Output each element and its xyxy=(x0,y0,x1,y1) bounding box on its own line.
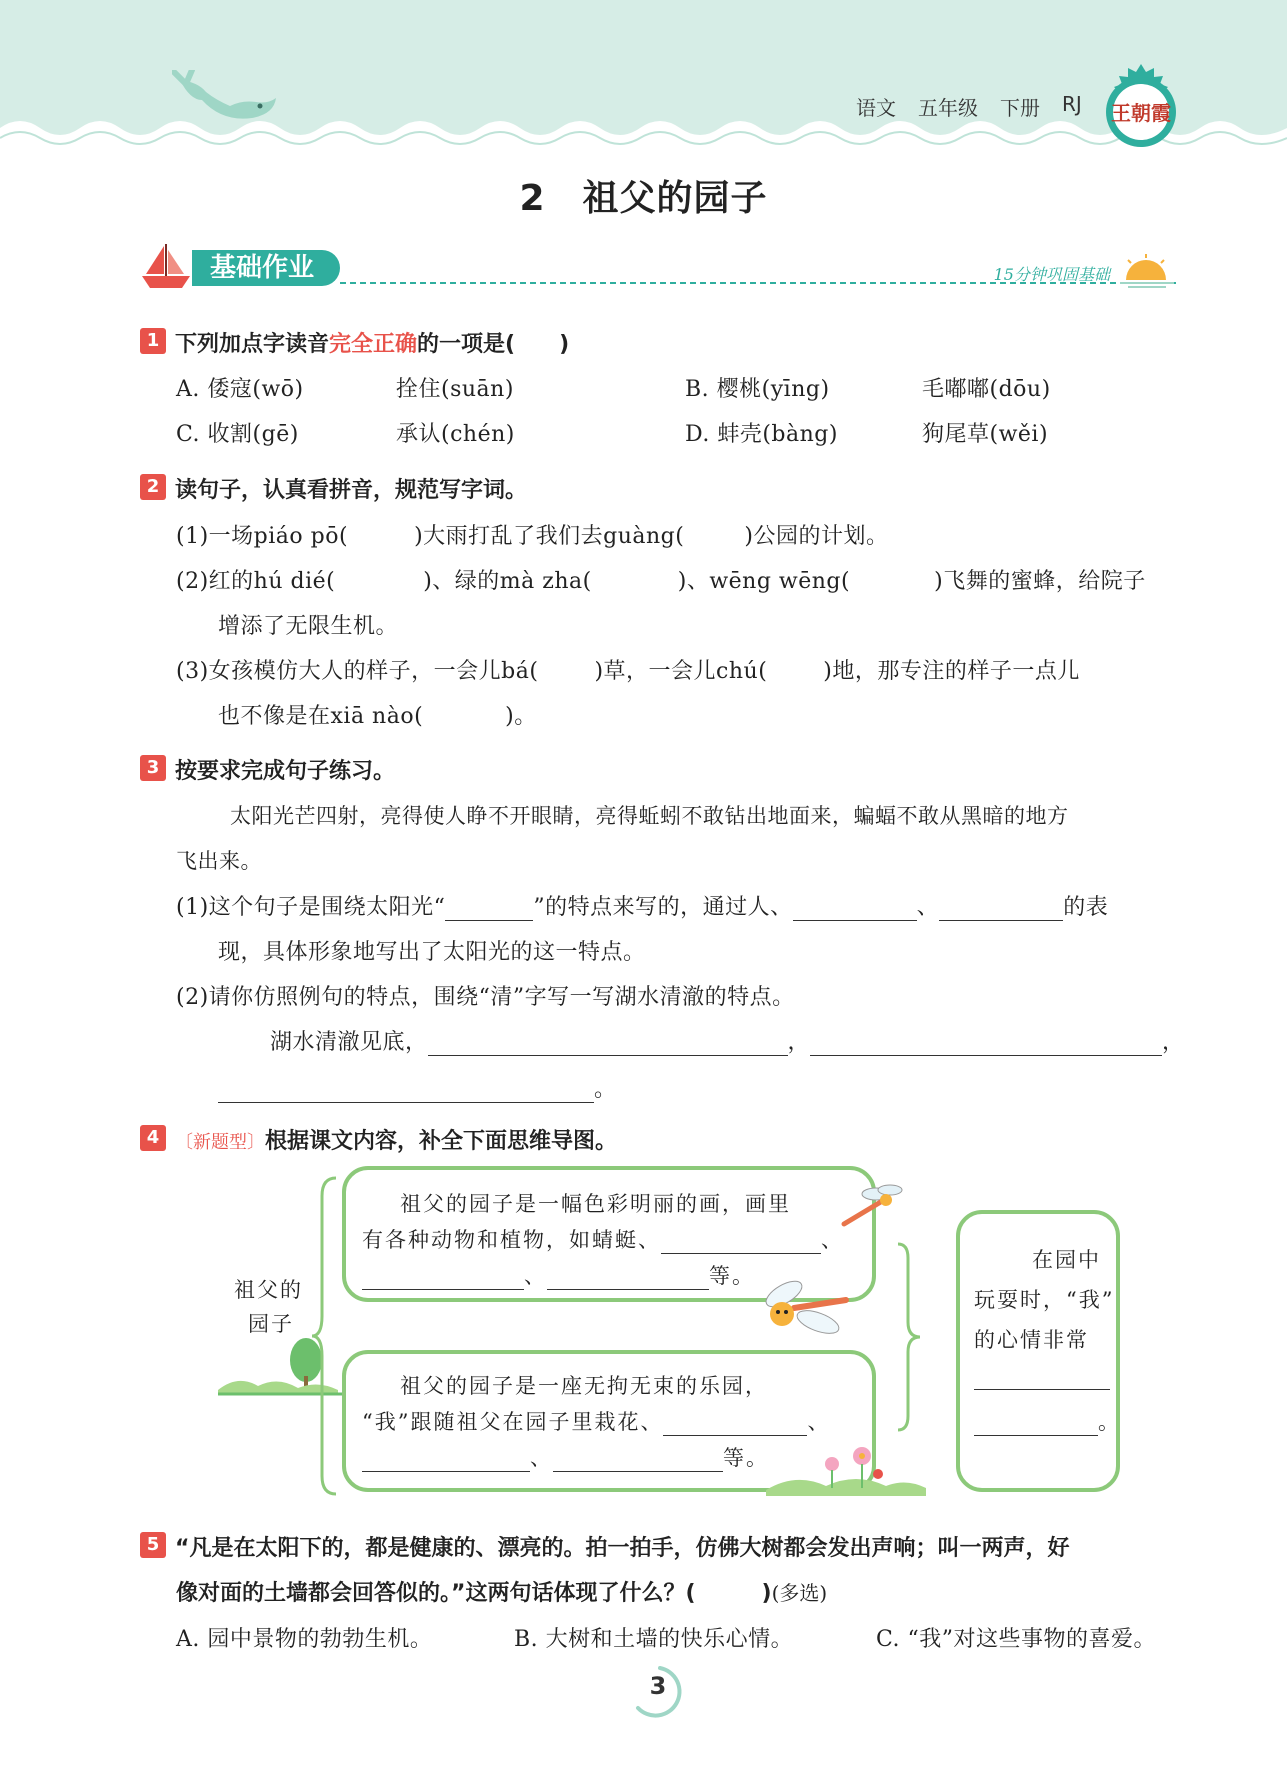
mindmap-root-line-2: 园子 xyxy=(248,1312,294,1336)
dragonfly-icon xyxy=(754,1274,854,1348)
answer-blank[interactable] xyxy=(553,1450,723,1472)
answer-blank[interactable] xyxy=(362,1268,524,1290)
brand-logo xyxy=(1102,62,1180,152)
q3-example-sentence-cont: 飞出来。 xyxy=(176,849,262,873)
answer-blank[interactable] xyxy=(661,1232,821,1254)
section-header xyxy=(140,244,1176,292)
brand-text: 王朝霞 xyxy=(1111,101,1171,125)
page-title: 2 祖父的园子 xyxy=(519,178,768,219)
q1-option-b-word-1[interactable]: B. 樱桃(yīng) xyxy=(685,377,830,402)
q1-prompt-part-b: 的一项是( ) xyxy=(417,332,570,357)
q1-prompt-emphasis: 完全正确 xyxy=(329,332,418,357)
q1-option-d-word-2[interactable]: 狗尾草(wěi) xyxy=(922,422,1049,447)
left-brace xyxy=(310,1176,340,1496)
question-2-prompt: 读句子，认真看拼音，规范写字词。 xyxy=(175,478,528,503)
answer-blank[interactable] xyxy=(974,1414,1098,1436)
page-number: 3 xyxy=(649,1672,667,1700)
q3-task-2: (2)请你仿照例句的特点，围绕“清”字写一写湖水清澈的特点。 xyxy=(176,985,795,1010)
header-meta xyxy=(856,92,1082,121)
q2-sentence-2: (2)红的hú dié( )、绿的mà zha( )、wēng wēng( )飞舞的蜜蜂，给院子 xyxy=(176,569,1146,594)
q2-sentence-3-cont: 也不像是在xiā nào( )。 xyxy=(218,704,537,729)
answer-blank[interactable] xyxy=(663,1414,807,1436)
question-number-5: 5 xyxy=(140,1532,166,1558)
q2-sentence-2-cont: 增添了无限生机。 xyxy=(218,614,399,639)
q1-option-b-word-2[interactable]: 毛嘟嘟(dōu) xyxy=(922,377,1051,402)
q1-option-c-word-1[interactable]: C. 收割(gē) xyxy=(176,422,299,447)
question-3-prompt: 按要求完成句子练习。 xyxy=(175,759,396,784)
mind-map xyxy=(210,1166,1140,1510)
answer-blank[interactable] xyxy=(445,899,533,921)
answer-blank[interactable] xyxy=(362,1450,530,1472)
multi-select-note: (多选) xyxy=(771,1581,828,1605)
q1-option-a-word-2[interactable]: 拴住(suān) xyxy=(396,377,514,402)
answer-blank[interactable] xyxy=(810,1034,1162,1056)
box1-line-2: 有各种动物和植物，如蜻蜓、 、 xyxy=(362,1228,844,1252)
q3-task-2-answer-cont: 。 xyxy=(218,1072,617,1103)
section-label: 基础作业 xyxy=(192,250,340,286)
q2-sentence-1: (1)一场piáo pō( )大雨打乱了我们去guàng( )公园的计划。 xyxy=(176,524,889,549)
right-box-line-3: 的心情非常 xyxy=(974,1328,1089,1352)
whale-icon xyxy=(172,70,282,130)
answer-blank[interactable] xyxy=(974,1368,1110,1390)
grade-label: 五年级 xyxy=(918,96,978,120)
dragonfly-icon xyxy=(836,1176,906,1236)
right-box-line-1: 在园中 xyxy=(1032,1248,1101,1272)
box1-line-1: 祖父的园子是一幅色彩明丽的画，画里 xyxy=(400,1192,791,1216)
q3-task-2-answer: 湖水清澈见底， ， ， xyxy=(270,1030,1185,1055)
q3-task-1-cont: 现，具体形象地写出了太阳光的这一特点。 xyxy=(218,940,646,965)
right-box-line-4 xyxy=(974,1366,1110,1390)
volume-label: 下册 xyxy=(1000,96,1040,120)
answer-blank[interactable] xyxy=(218,1081,594,1103)
question-5-prompt-line-1: “凡是在太阳下的，都是健康的、漂亮的。拍一拍手，仿佛大树都会发出声响；叫一两声，好 xyxy=(175,1536,1070,1561)
right-box-line-5: 。 xyxy=(974,1406,1121,1436)
new-question-type-tag: 〔新题型〕 xyxy=(175,1132,265,1153)
q1-option-d-word-1[interactable]: D. 蚌壳(bàng) xyxy=(685,422,838,447)
box2-line-3: 、 等。 xyxy=(362,1442,769,1472)
subject-label: 语文 xyxy=(856,96,896,120)
q3-task-1: (1)这个句子是围绕太阳光“ ”的特点来写的，通过人、 、 的表 xyxy=(176,895,1109,920)
q1-option-c-word-2[interactable]: 承认(chén) xyxy=(396,422,515,447)
q1-prompt-part-a: 下列加点字读音 xyxy=(175,332,330,357)
question-number-1: 1 xyxy=(140,328,166,354)
sun-icon xyxy=(1118,252,1176,288)
question-number-4: 4 xyxy=(140,1125,166,1151)
answer-blank[interactable] xyxy=(428,1034,788,1056)
q5-option-b[interactable]: B. 大树和土墙的快乐心情。 xyxy=(514,1627,794,1652)
right-brace xyxy=(896,1242,922,1432)
box1-line-3: 、 等。 xyxy=(362,1260,755,1290)
question-number-2: 2 xyxy=(140,474,166,500)
edition-label: RJ xyxy=(1062,92,1082,116)
q3-example-sentence: 太阳光芒四射，亮得使人睁不开眼睛，亮得蚯蚓不敢钻出地面来，蝙蝠不敢从黑暗的地方 xyxy=(230,804,1069,828)
mindmap-root-line-1: 祖父的 xyxy=(234,1278,303,1302)
q1-option-a-word-1[interactable]: A. 倭寇(wō) xyxy=(176,377,304,402)
q5-option-c[interactable]: C. “我”对这些事物的喜爱。 xyxy=(876,1627,1157,1652)
answer-blank[interactable] xyxy=(547,1268,709,1290)
box2-line-2: “我”跟随祖父在园子里栽花、 、 xyxy=(362,1410,831,1434)
right-box-line-2: 玩耍时，“我” xyxy=(974,1288,1115,1312)
question-5-prompt-line-2: 像对面的土墙都会回答似的。”这两句话体现了什么？( )(多选) xyxy=(176,1581,828,1606)
question-1-prompt xyxy=(175,327,569,358)
answer-blank[interactable] xyxy=(939,899,1063,921)
q2-sentence-3: (3)女孩模仿大人的样子，一会儿bá( )草，一会儿chú( )地，那专注的样子一点儿 xyxy=(176,659,1080,684)
box2-line-1: 祖父的园子是一座无拘无束的乐园， xyxy=(400,1374,768,1398)
question-4-prompt: 〔新题型〕根据课文内容，补全下面思维导图。 xyxy=(175,1129,618,1154)
q5-option-a[interactable]: A. 园中景物的勃勃生机。 xyxy=(176,1627,433,1652)
sailboat-icon xyxy=(140,244,192,290)
question-number-3: 3 xyxy=(140,755,166,781)
flowers-icon xyxy=(766,1442,926,1498)
section-note: 15分钟巩固基础 xyxy=(993,265,1110,284)
answer-blank[interactable] xyxy=(793,899,917,921)
